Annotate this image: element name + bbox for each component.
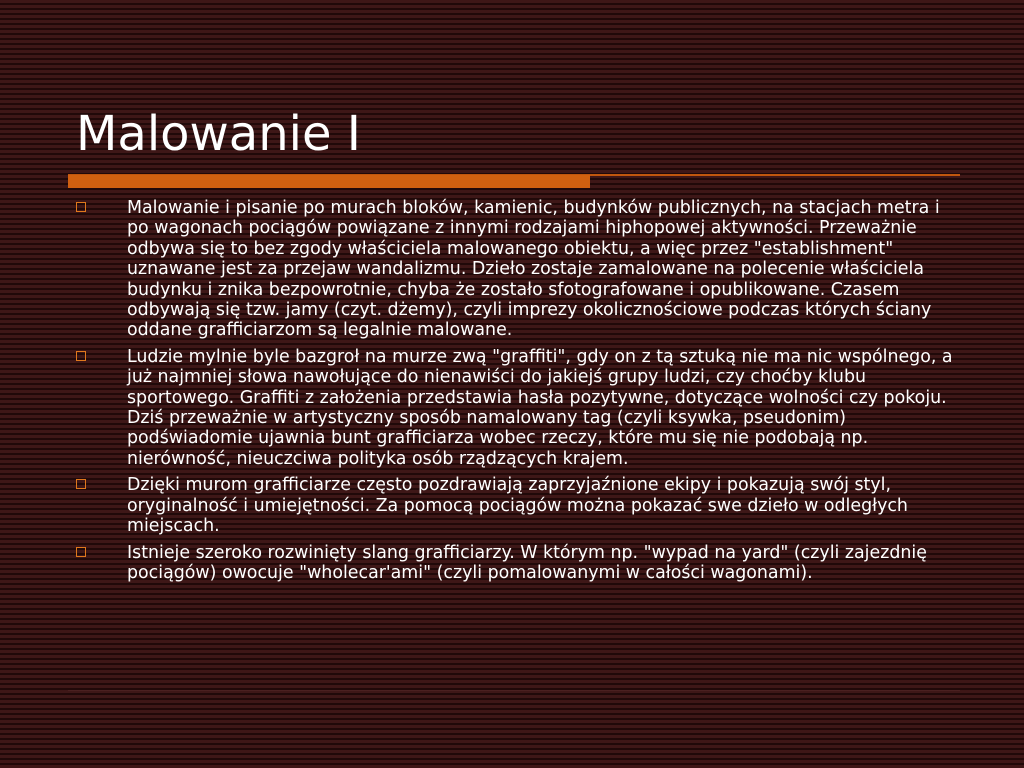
hollow-square-bullet-icon: [76, 479, 86, 489]
bullet-text: Dzięki murom grafficiarze często pozdrawiają zaprzyjaźnione ekipy i pokazują swój styl, oryginalność i umiejętności. Za pomocą pociągów można pokazać swe dzieło w odległych miejscach.: [127, 475, 908, 537]
bullet-text: Ludzie mylnie byle bazgroł na murze zwą "graffiti", gdy on z tą sztuką nie ma nic wspólnego, a już najmniej słowa nawołujące do nienawiści do jakiejś grupy ludzi, czy choćby klubu sportowego. Graffiti z założenia przedstawia hasła pozytywne, dotyczące wolności czy pokoju. Dziś przeważnie w artystyczny sposób namalowany tag (czyli ksywka, pseudonim) podświadomie ujawnia bunt grafficiarza wobec rzeczy, które mu się nie podobają np. nierówność, nieuczciwa polityka osób rządzących krajem.: [127, 346, 953, 469]
bullet-list: [76, 198, 966, 589]
bullet-item: [76, 543, 966, 584]
title-underline-accent-bar: [68, 175, 590, 188]
slide-title: Malowanie I: [76, 106, 361, 162]
bullet-text: Istnieje szeroko rozwinięty slang grafficiarzy. W którym np. "wypad na yard" (czyli zajezdnię pociągów) owocuje "wholecar'ami" (czyli pomalowanymi w całości wagonami).: [127, 542, 927, 583]
bullet-item: [76, 475, 966, 536]
hollow-square-bullet-icon: [76, 202, 86, 212]
hollow-square-bullet-icon: [76, 547, 86, 557]
bottom-divider: [68, 690, 960, 691]
hollow-square-bullet-icon: [76, 351, 86, 361]
bullet-item: [76, 347, 966, 469]
bullet-item: [76, 198, 966, 341]
bullet-text: Malowanie i pisanie po murach bloków, kamienic, budynków publicznych, na stacjach metra i po wagonach pociągów powiązane z innymi rodzajami hiphopowej aktywności. Przeważnie odbywa się to bez zgody właściciela malowanego obiektu, a więc przez "establishment" uznawane jest za przejaw wandalizmu. Dzieło zostaje zamalowane na polecenie właściciela budynku i znika bezpowrotnie, chyba że zostało sfotografowane i opublikowane. Czasem odbywają się tzw. jamy (czyt. dżemy), czyli imprezy okolicznościowe podczas których ściany oddane grafficiarzom są legalnie malowane.: [127, 198, 940, 341]
